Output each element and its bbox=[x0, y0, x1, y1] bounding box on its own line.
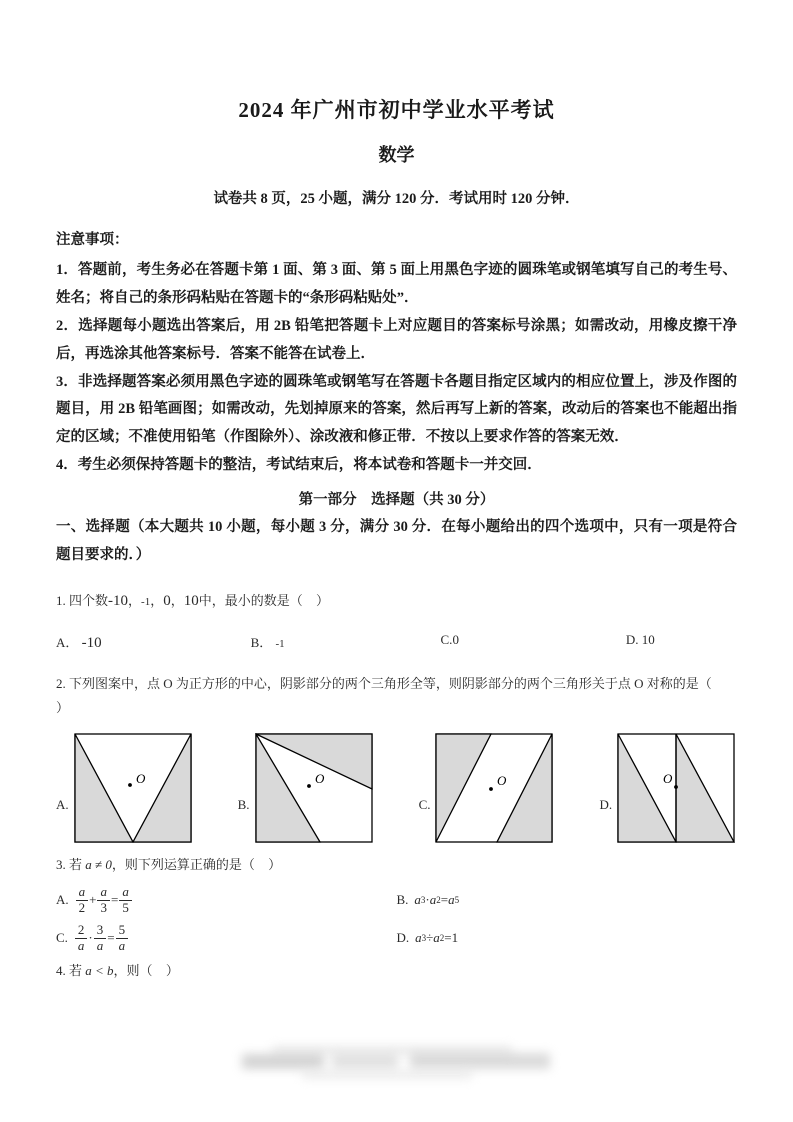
question-4-lead: 若 bbox=[69, 963, 83, 979]
question-2-option-a[interactable] bbox=[56, 733, 192, 843]
fraction-denominator: a bbox=[75, 938, 88, 954]
figure-corner-fan-two-shaded bbox=[255, 733, 373, 843]
option-text: -1 bbox=[275, 637, 285, 650]
notice-item: 3．非选择题答案必须用黑色字迹的圆珠笔或钢笔写在答题卡各题目指定区域内的相应位置上，涉及作图的题目，用 2B 铅笔画图；如需改动，先划掉原来的答案，然后再写上新的答案，改动后的答案也不能超出指定的区域；不准使用铅笔（作图除外）、涂改液和修正带．不按以上要求作答的答案无效． bbox=[56, 373, 737, 446]
fraction-2-over-a bbox=[75, 923, 88, 953]
power-exponent-1: 3 bbox=[421, 933, 427, 944]
operator-divide: ÷ bbox=[426, 930, 434, 946]
power-base-1: a bbox=[414, 892, 421, 908]
question-4-stem bbox=[56, 953, 737, 983]
question-2-figures bbox=[56, 720, 737, 843]
question-1-option-d[interactable] bbox=[626, 632, 737, 652]
notice-item: 4．考生必须保持答题卡的整洁，考试结束后，将本试卷和答题卡一并交回． bbox=[56, 457, 542, 474]
fraction-3-over-a bbox=[94, 923, 107, 953]
fraction-denominator: 2 bbox=[76, 900, 89, 916]
power-exponent-3: 5 bbox=[454, 895, 460, 906]
question-1-option-b[interactable] bbox=[251, 632, 441, 652]
notice-label: 注意事项： bbox=[56, 232, 129, 249]
question-4-tail: ，则（ bbox=[113, 963, 153, 979]
part-one-heading: 第一部分 选择题（共 30 分） bbox=[298, 491, 495, 508]
operator-equals: = bbox=[440, 892, 449, 908]
question-2-option-b[interactable] bbox=[238, 733, 373, 843]
question-1-stem bbox=[56, 570, 737, 616]
question-1-number: 1. bbox=[56, 593, 66, 609]
option-text: 10 bbox=[641, 631, 655, 647]
fraction-numerator: 5 bbox=[118, 922, 126, 938]
fraction-numerator: 2 bbox=[77, 922, 85, 938]
question-3-tail: ，则下列运算正确的是（ bbox=[111, 856, 255, 872]
operator-multiply: · bbox=[88, 930, 93, 946]
question-3-option-c[interactable] bbox=[56, 923, 397, 953]
svg-text:O: O bbox=[135, 770, 146, 786]
notice-item: 2．选择题每小题选出答案后，用 2B 铅笔把答题卡上对应题目的答案标号涂黑；如需改动，用橡皮擦干净后，再选涂其他答案标号．答案不能答在试卷上． bbox=[56, 317, 737, 362]
fraction-a-over-5 bbox=[119, 885, 132, 915]
question-1-value-3: 0 bbox=[163, 593, 171, 610]
subject-title: 数学 bbox=[378, 145, 415, 166]
question-3-lead: 若 bbox=[69, 856, 83, 872]
figure-half-split-two-shaded bbox=[617, 733, 735, 843]
fraction-denominator: 5 bbox=[119, 900, 132, 916]
question-3-stem bbox=[56, 843, 737, 877]
power-base-2: a bbox=[429, 892, 437, 908]
option-letter: C. bbox=[418, 796, 431, 812]
question-3-condition: a ≠ 0 bbox=[85, 856, 112, 872]
figure-two-shaded-triangles-v-notch bbox=[74, 733, 192, 843]
option-letter: A. bbox=[56, 796, 69, 812]
question-2-text: 下列图案中，点 O 为正方形的中心，阴影部分的两个三角形全等，则阴影部分的两个三角形关于点 O 对称的是（ bbox=[69, 675, 712, 691]
option-letter: C. bbox=[440, 631, 453, 647]
svg-text:O: O bbox=[497, 772, 507, 788]
option-letter: D. bbox=[396, 930, 410, 946]
power-exponent-2: 2 bbox=[436, 895, 441, 906]
fraction-numerator: a bbox=[122, 884, 129, 900]
question-1-option-c[interactable] bbox=[441, 632, 626, 652]
power-result: 1 bbox=[451, 930, 459, 946]
option-letter: D. bbox=[625, 631, 639, 647]
fraction-denominator: a bbox=[116, 938, 129, 954]
option-text: -10 bbox=[81, 634, 102, 651]
question-4-condition: a < b bbox=[85, 963, 114, 979]
operator-equals: = bbox=[110, 892, 119, 908]
question-1-tail: 中，最小的数是（ bbox=[198, 593, 303, 609]
exam-info-line: 试卷共 8 页，25 小题，满分 120 分．考试用时 120 分钟． bbox=[213, 190, 580, 207]
question-2-number: 2. bbox=[56, 675, 66, 691]
question-1-value-2: -1 bbox=[141, 596, 151, 609]
question-1-value-4: 10 bbox=[183, 593, 199, 610]
figure-diagonal-band-two-shaded bbox=[435, 733, 553, 843]
question-3-option-b[interactable] bbox=[397, 892, 738, 908]
question-2-option-c[interactable] bbox=[419, 733, 554, 843]
question-4-close-paren: ） bbox=[165, 963, 179, 979]
fraction-a-over-3 bbox=[97, 885, 110, 915]
option-letter: A． bbox=[56, 634, 79, 650]
svg-text:O: O bbox=[663, 770, 673, 786]
power-base-1: a bbox=[415, 930, 422, 946]
question-3-options-row-2 bbox=[56, 915, 737, 953]
power-exponent-1: 3 bbox=[420, 895, 426, 906]
option-letter: B. bbox=[237, 796, 250, 812]
fraction-a-over-2 bbox=[76, 885, 89, 915]
question-1-sep-2: ， bbox=[150, 593, 164, 609]
question-1-option-a[interactable] bbox=[56, 632, 251, 652]
question-3-number: 3. bbox=[56, 856, 66, 872]
question-1-lead: 四个数 bbox=[69, 593, 109, 609]
blurred-watermark bbox=[242, 1046, 550, 1080]
operator-multiply: · bbox=[425, 892, 430, 908]
fraction-denominator: a bbox=[94, 938, 107, 954]
question-3-option-a[interactable] bbox=[56, 885, 397, 915]
fraction-numerator: 3 bbox=[96, 922, 104, 938]
multiple-choice-section-heading: 一、选择题（本大题共 10 小题，每小题 3 分，满分 30 分．在每小题给出的四个选项中，只有一项是符合题目要求的．） bbox=[56, 519, 737, 564]
operator-equals: = bbox=[444, 930, 452, 946]
question-1-close-paren: ） bbox=[316, 593, 330, 609]
question-1-sep-1: ， bbox=[128, 593, 142, 609]
power-base-3: a bbox=[448, 892, 455, 908]
option-letter: D. bbox=[599, 796, 613, 812]
power-exponent-2: 2 bbox=[439, 933, 445, 944]
question-4-number: 4. bbox=[56, 963, 66, 979]
question-3-option-d[interactable] bbox=[397, 930, 738, 946]
fraction-numerator: a bbox=[100, 884, 107, 900]
option-letter: B． bbox=[250, 634, 273, 650]
fraction-5-over-a bbox=[116, 923, 129, 953]
question-2-option-d[interactable] bbox=[599, 733, 735, 843]
notice-item: 1．答题前，考生务必在答题卡第 1 面、第 3 面、第 5 面上用黑色字迹的圆珠笔或钢笔填写自己的考生号、姓名；将自己的条形码粘贴在答题卡的“条形码粘贴处”． bbox=[56, 262, 737, 307]
option-letter: C. bbox=[56, 930, 68, 946]
notice-block bbox=[56, 231, 737, 480]
question-1-sep-3: ， bbox=[170, 593, 184, 609]
fraction-numerator: a bbox=[78, 884, 86, 900]
option-text: 0 bbox=[452, 631, 459, 647]
question-1-value-1: -10 bbox=[108, 593, 129, 610]
question-1-options bbox=[56, 616, 737, 652]
question-3-close-paren: ） bbox=[268, 856, 282, 872]
svg-text:O: O bbox=[314, 770, 324, 786]
power-base-2: a bbox=[433, 930, 440, 946]
operator-equals: = bbox=[107, 930, 115, 946]
option-letter: B. bbox=[396, 892, 409, 908]
question-2-stem bbox=[56, 652, 737, 720]
operator-plus: + bbox=[89, 892, 97, 908]
option-letter: A. bbox=[56, 892, 69, 908]
fraction-denominator: 3 bbox=[97, 900, 110, 916]
page-title: 2024 年广州市初中学业水平考试 bbox=[238, 98, 555, 122]
question-2-close-paren: ） bbox=[56, 699, 70, 715]
question-3-options-row-1 bbox=[56, 877, 737, 915]
